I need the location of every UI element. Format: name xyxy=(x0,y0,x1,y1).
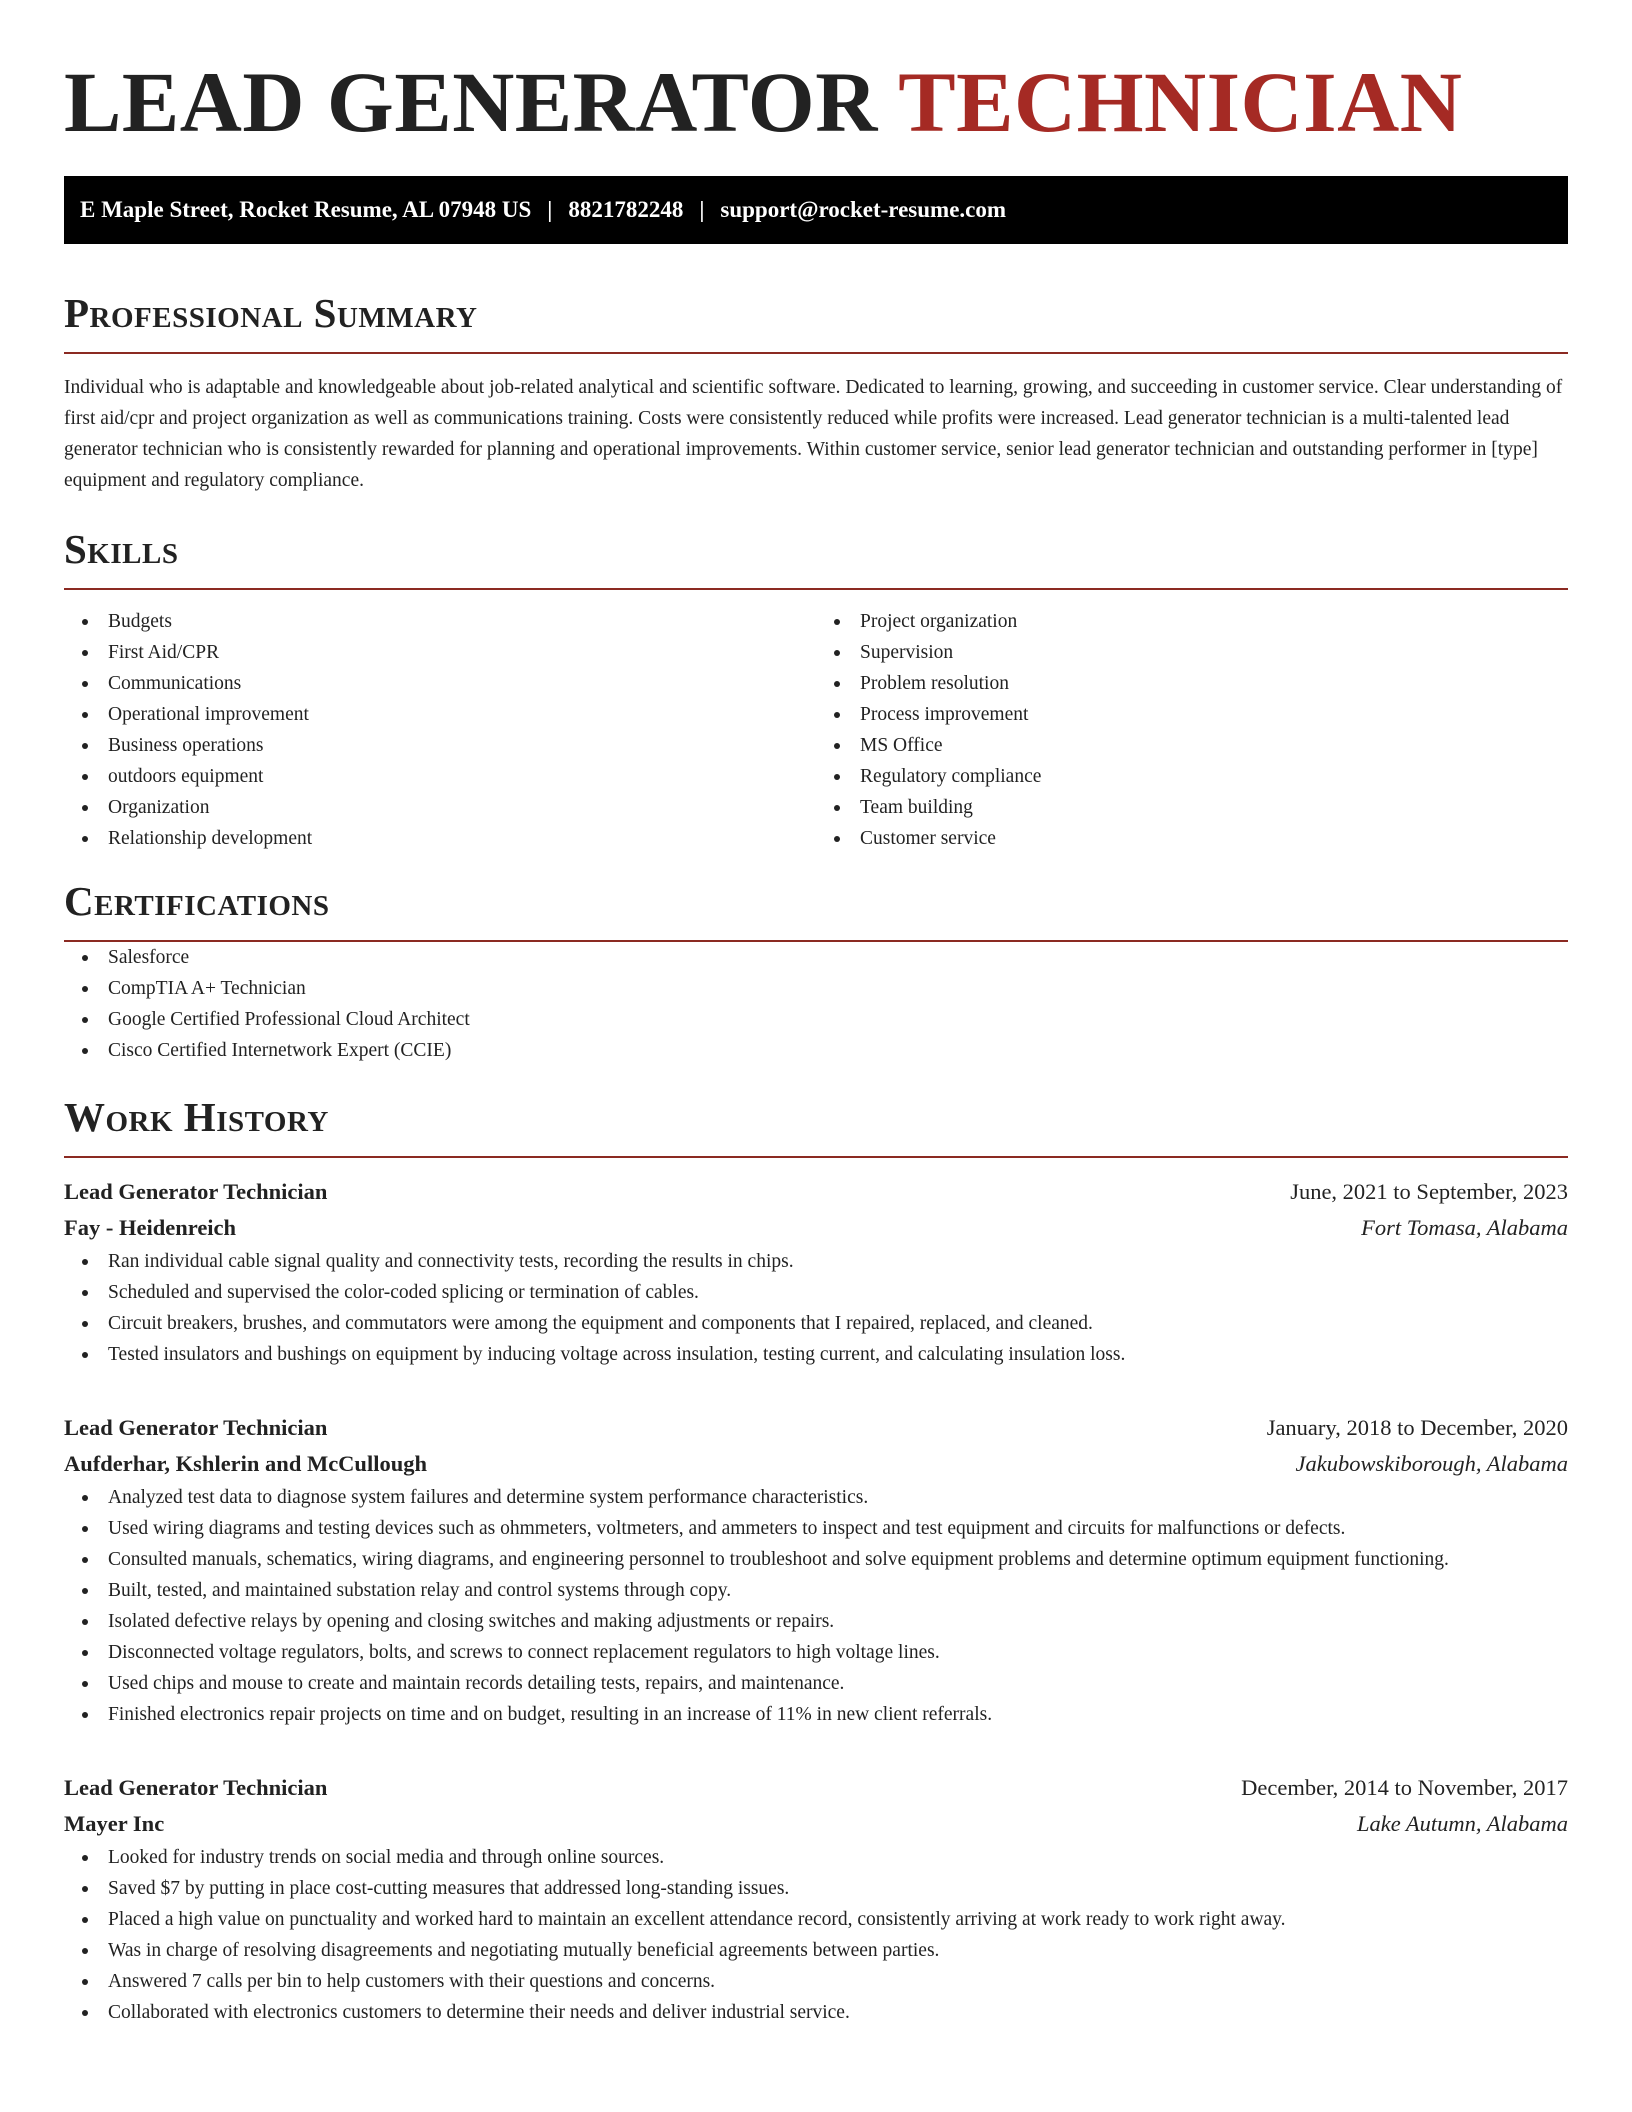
list-item: Business operations xyxy=(108,730,816,761)
list-item: Communications xyxy=(108,668,816,699)
job-title: Lead Generator Technician xyxy=(64,1775,328,1800)
list-item: First Aid/CPR xyxy=(108,637,816,668)
contact-separator: | xyxy=(699,197,705,222)
job-bullets xyxy=(64,1842,1568,2028)
list-item: Google Certified Professional Cloud Architect xyxy=(108,1004,1568,1035)
skills-section xyxy=(64,524,1568,854)
list-item: CompTIA A+ Technician xyxy=(108,973,1568,1004)
list-item: Saved $7 by putting in place cost-cutting measures that addressed long-standing issues. xyxy=(108,1873,1568,1904)
summary-text: Individual who is adaptable and knowledgeable about job-related analytical and scientific software. Dedicated to learning, growing, and succeeding in customer service. Clear understanding of first aid/cpr and project organization as well as communications training. Costs were consistently reduced while profits were increased. Lead generator technician is a multi-talented lead generator technician who is consistently rewarded for planning and operational improvements. Within customer service, senior lead generator technician and outstanding performer in [type] equipment and regulatory compliance. xyxy=(64,377,1563,491)
section-heading: Professional Summary xyxy=(64,290,478,336)
job-bullets xyxy=(64,1246,1568,1370)
job-entry xyxy=(64,1770,1568,2028)
list-item: Circuit breakers, brushes, and commutators were among the equipment and components that I repaired, replaced, and cleaned. xyxy=(108,1308,1568,1339)
list-item: Placed a high value on punctuality and worked hard to maintain an excellent attendance record, consistently arriving at work ready to work right away. xyxy=(108,1904,1568,1935)
list-item: Isolated defective relays by opening and closing switches and making adjustments or repairs. xyxy=(108,1606,1568,1637)
list-item: Cisco Certified Internetwork Expert (CCIE) xyxy=(108,1035,1568,1066)
job-location: Fort Tomasa, Alabama xyxy=(1361,1215,1568,1240)
list-item: Organization xyxy=(108,792,816,823)
contact-separator: | xyxy=(547,197,553,222)
section-heading: Skills xyxy=(64,526,179,572)
job-entry xyxy=(64,1174,1568,1370)
resume-title xyxy=(64,0,1568,150)
list-item: Project organization xyxy=(860,606,1568,637)
list-item: Consulted manuals, schematics, wiring diagrams, and engineering personnel to troubleshoot and solve equipment problems and determine optimum equipment functioning. xyxy=(108,1544,1568,1575)
list-item: Used chips and mouse to create and maintain records detailing tests, repairs, and maintenance. xyxy=(108,1668,1568,1699)
section-divider xyxy=(64,588,1568,590)
list-item: Ran individual cable signal quality and connectivity tests, recording the results in chips. xyxy=(108,1246,1568,1277)
skills-grid xyxy=(64,606,1568,854)
section-heading: Certifications xyxy=(64,878,330,924)
list-item: Team building xyxy=(860,792,1568,823)
skills-list xyxy=(816,606,1568,854)
job-subheader-row xyxy=(64,1210,1568,1246)
list-item: Operational improvement xyxy=(108,699,816,730)
job-header-row xyxy=(64,1770,1568,1806)
job-title: Lead Generator Technician xyxy=(64,1415,328,1440)
skills-column-left xyxy=(64,606,816,854)
section-divider xyxy=(64,352,1568,354)
contact-bar xyxy=(64,176,1568,244)
list-item: Finished electronics repair projects on time and on budget, resulting in an increase of 11% in new client referrals. xyxy=(108,1699,1568,1730)
job-dates: December, 2014 to November, 2017 xyxy=(1241,1775,1568,1800)
job-dates: June, 2021 to September, 2023 xyxy=(1290,1179,1568,1204)
section-heading: Work History xyxy=(64,1094,329,1140)
list-item: Built, tested, and maintained substation relay and control systems through copy. xyxy=(108,1575,1568,1606)
list-item: Budgets xyxy=(108,606,816,637)
list-item: Process improvement xyxy=(860,699,1568,730)
list-item: Tested insulators and bushings on equipment by inducing voltage across insulation, testing current, and calculating insulation loss. xyxy=(108,1339,1568,1370)
professional-summary-section xyxy=(64,288,1568,496)
job-bullets xyxy=(64,1482,1568,1730)
contact-phone: 8821782248 xyxy=(568,197,684,222)
job-company: Mayer Inc xyxy=(64,1811,165,1836)
list-item: Customer service xyxy=(860,823,1568,854)
list-item: Analyzed test data to diagnose system failures and determine system performance characteristics. xyxy=(108,1482,1568,1513)
list-item: Used wiring diagrams and testing devices such as ohmmeters, voltmeters, and ammeters to inspect and test equipment and circuits for malfunctions or defects. xyxy=(108,1513,1568,1544)
job-dates: January, 2018 to December, 2020 xyxy=(1266,1415,1568,1440)
work-history-section xyxy=(64,1092,1568,2028)
job-header-row xyxy=(64,1174,1568,1210)
section-divider xyxy=(64,1156,1568,1158)
contact-email[interactable]: support@rocket-resume.com xyxy=(720,197,1007,222)
list-item: Disconnected voltage regulators, bolts, and screws to connect replacement regulators to high voltage lines. xyxy=(108,1637,1568,1668)
job-location: Lake Autumn, Alabama xyxy=(1356,1811,1568,1836)
list-item: Supervision xyxy=(860,637,1568,668)
job-title: Lead Generator Technician xyxy=(64,1179,328,1204)
list-item: Was in charge of resolving disagreements and negotiating mutually beneficial agreements between parties. xyxy=(108,1935,1568,1966)
job-company: Fay - Heidenreich xyxy=(64,1215,237,1240)
list-item: Scheduled and supervised the color-coded splicing or termination of cables. xyxy=(108,1277,1568,1308)
job-header-row xyxy=(64,1410,1568,1446)
title-first: LEAD GENERATOR xyxy=(64,54,878,150)
skills-column-right xyxy=(816,606,1568,854)
job-company: Aufderhar, Kshlerin and McCullough xyxy=(64,1451,427,1476)
list-item: Salesforce xyxy=(108,942,1568,973)
contact-address: E Maple Street, Rocket Resume, AL 07948 US xyxy=(80,197,532,222)
job-entry xyxy=(64,1410,1568,1730)
job-subheader-row xyxy=(64,1446,1568,1482)
list-item: Looked for industry trends on social media and through online sources. xyxy=(108,1842,1568,1873)
certifications-list xyxy=(64,942,1568,1066)
list-item: Collaborated with electronics customers to determine their needs and deliver industrial service. xyxy=(108,1997,1568,2028)
list-item: Answered 7 calls per bin to help customers with their questions and concerns. xyxy=(108,1966,1568,1997)
list-item: Problem resolution xyxy=(860,668,1568,699)
skills-list xyxy=(64,606,816,854)
certifications-section xyxy=(64,876,1568,1066)
list-item: Regulatory compliance xyxy=(860,761,1568,792)
job-location: Jakubowskiborough, Alabama xyxy=(1295,1451,1568,1476)
job-subheader-row xyxy=(64,1806,1568,1842)
title-second: TECHNICIAN xyxy=(898,54,1463,150)
list-item: outdoors equipment xyxy=(108,761,816,792)
list-item: Relationship development xyxy=(108,823,816,854)
list-item: MS Office xyxy=(860,730,1568,761)
